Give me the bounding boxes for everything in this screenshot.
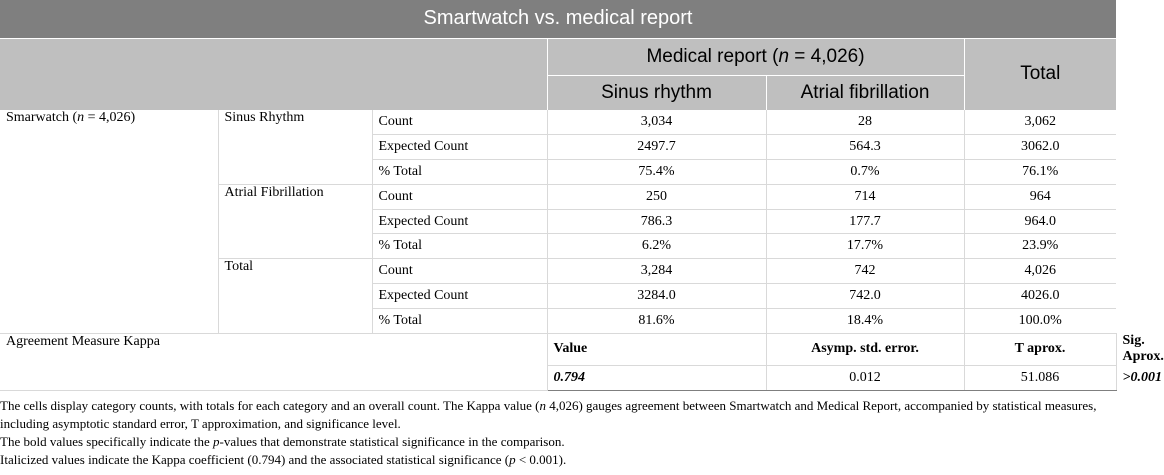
medical-report-header	[547, 38, 964, 75]
footnote-2-p: p	[212, 434, 220, 449]
measure-cell: Count	[372, 259, 547, 284]
measure-cell: % Total	[372, 160, 547, 185]
sinus-cell: 75.4%	[547, 160, 766, 185]
sinus-cell: 3,284	[547, 259, 766, 284]
total-cell: 4,026	[964, 259, 1116, 284]
group-label-sinus: Sinus Rhythm	[218, 110, 372, 184]
measure-cell: Count	[372, 184, 547, 209]
sinus-cell: 81.6%	[547, 308, 766, 333]
af-cell: 18.4%	[766, 308, 964, 333]
footnote-2-text: The bold values specifically indicate the	[0, 434, 213, 449]
group-label-total: Total	[218, 259, 372, 333]
measure-cell: % Total	[372, 308, 547, 333]
sinus-cell: 2497.7	[547, 135, 766, 160]
group-label-af: Atrial Fibrillation	[218, 184, 372, 258]
total-header: Total	[964, 38, 1116, 110]
af-cell: 17.7%	[766, 234, 964, 259]
atrial-fibrillation-header: Atrial fibrillation	[766, 75, 964, 110]
kappa-value-header: Value	[547, 333, 766, 366]
header-row-1	[0, 38, 1116, 75]
kappa-t-value: 51.086	[964, 366, 1116, 391]
af-cell: 28	[766, 110, 964, 135]
sinus-cell: 6.2%	[547, 234, 766, 259]
header-corner	[0, 38, 547, 110]
kappa-value: 0.794	[547, 366, 766, 391]
title-row	[0, 0, 1116, 38]
sinus-cell: 250	[547, 184, 766, 209]
smartwatch-count: = 4,026)	[84, 110, 136, 125]
total-cell: 964.0	[964, 209, 1116, 234]
footnote-1-text: The cells display category counts, with totals for each category and an overall count. The Kappa value (	[0, 398, 540, 413]
measure-cell: Expected Count	[372, 284, 547, 309]
medical-report-header-text: Medical report (	[646, 45, 779, 67]
smartwatch-label-text: Smarwatch (	[6, 110, 78, 125]
sinus-cell: 3,034	[547, 110, 766, 135]
kappa-t-header: T aprox.	[964, 333, 1116, 366]
total-cell: 3062.0	[964, 135, 1116, 160]
total-cell: 100.0%	[964, 308, 1116, 333]
footnote-2	[0, 433, 1112, 451]
af-cell: 742	[766, 259, 964, 284]
total-cell: 964	[964, 184, 1116, 209]
total-cell: 4026.0	[964, 284, 1116, 309]
table-row	[0, 110, 1116, 135]
footnote-1	[0, 397, 1112, 433]
measure-cell: Expected Count	[372, 209, 547, 234]
sinus-rhythm-header: Sinus rhythm	[547, 75, 766, 110]
kappa-std-error-header: Asymp. std. error.	[766, 333, 964, 366]
af-cell: 0.7%	[766, 160, 964, 185]
footnote-1-n: n	[539, 398, 546, 413]
af-cell: 177.7	[766, 209, 964, 234]
table-title: Smartwatch vs. medical report	[0, 0, 1116, 38]
kappa-std-error: 0.012	[766, 366, 964, 391]
af-cell: 564.3	[766, 135, 964, 160]
footnote-3	[0, 451, 1112, 469]
footnote-3-text-end: < 0.001).	[515, 452, 567, 467]
af-cell: 742.0	[766, 284, 964, 309]
smartwatch-n: n	[77, 110, 85, 125]
measure-cell: Expected Count	[372, 135, 547, 160]
footnote-3-p: p	[509, 452, 516, 467]
footnote-3-text: Italicized values indicate the Kappa coefficient (0.794) and the associated statistical significance (	[0, 452, 510, 467]
sinus-cell: 3284.0	[547, 284, 766, 309]
medical-report-count: = 4,026)	[789, 45, 865, 67]
total-cell: 3,062	[964, 110, 1116, 135]
footnote-1-text-end: 4,026) gauges agreement between Smartwatch and Medical Report, accompanied by statistical measures, including asymptotic standard error, T approximation, and significance level.	[0, 398, 1097, 431]
medical-report-n: n	[778, 45, 790, 67]
table-footnotes	[0, 397, 1112, 469]
total-cell: 23.9%	[964, 234, 1116, 259]
total-cell: 76.1%	[964, 160, 1116, 185]
kappa-value-row: 0.794 0.012 51.086 >0.001	[0, 366, 1116, 391]
kappa-header-row: Agreement Measure Kappa Value Asymp. std. error. T aprox. Sig. Aprox.	[0, 333, 1116, 366]
smartwatch-label	[0, 110, 218, 333]
sinus-cell: 786.3	[547, 209, 766, 234]
footnote-2-text-end: -values that demonstrate statistical significance in the comparison.	[219, 434, 565, 449]
measure-cell: % Total	[372, 234, 547, 259]
measure-cell: Count	[372, 110, 547, 135]
kappa-label: Agreement Measure Kappa	[0, 333, 547, 390]
af-cell: 714	[766, 184, 964, 209]
